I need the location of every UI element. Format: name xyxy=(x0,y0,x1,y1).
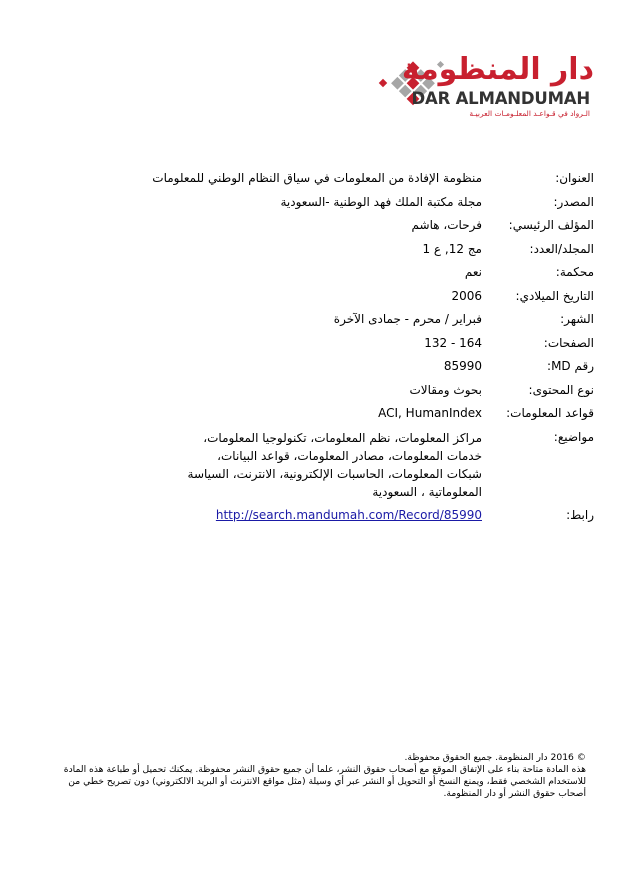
source-row xyxy=(40,194,594,212)
md-number-row xyxy=(40,358,594,376)
logo-latin-name: DAR ALMANDUMAH xyxy=(411,89,590,108)
pages-range: 132 - 164 xyxy=(424,335,482,350)
databases-list: ACI, HumanIndex xyxy=(378,406,482,420)
peer-reviewed-label: محكمة: xyxy=(555,265,594,279)
date-value: 2006 xyxy=(451,288,482,303)
peer-reviewed-value: نعم xyxy=(464,265,482,279)
pages-value xyxy=(182,335,482,353)
link-value-cell xyxy=(182,507,482,525)
content-type-label: نوع المحتوى: xyxy=(528,382,594,397)
usage-notice: هذه المادة متاحة بناء على الإتفاق الموقع مع أصحاب حقوق النشر، علما أن جميع حقوق النشر محفوظة. يمكنك تحميل أو طباعة هذه المادة للاستخدام الشخصي فقط، ويمنع النسخ أو التحويل أو النشر عبر أي وسيلة (مثل مواقع الانترنت أو البريد الالكتروني) دون تصريح خطي من أصحاب حقوق النشر أو دار المنظومة. xyxy=(63,764,586,799)
record-link[interactable]: http://search.mandumah.com/Record/85990 xyxy=(215,507,482,522)
volume-value: مج 12, ع 1 xyxy=(422,241,482,256)
pages-row xyxy=(40,335,594,353)
title-value: منظومة الإفادة من المعلومات في سياق النظام الوطني للمعلومات xyxy=(152,171,482,185)
month-label: الشهر: xyxy=(560,312,594,326)
peer-reviewed-row xyxy=(40,264,594,282)
volume-row xyxy=(40,241,594,259)
title-label: العنوان: xyxy=(555,171,594,185)
title-row xyxy=(40,170,594,188)
logo-arabic-name: دار المنظومة xyxy=(401,52,594,87)
pages-label: الصفحات: xyxy=(543,335,594,350)
logo-tagline: الـرواد في قـواعـد المعلـومـات العربيـة xyxy=(469,109,590,118)
databases-label: قواعد المعلومات: xyxy=(506,406,594,420)
copyright-footer xyxy=(40,752,586,800)
source-value: مجلة مكتبة الملك فهد الوطنية -السعودية xyxy=(280,194,482,209)
content-type-value: بحوث ومقالات xyxy=(409,382,482,397)
source-label: المصدر: xyxy=(553,194,594,209)
subjects-value: مراكز المعلومات، نظم المعلومات، تكنولوجيا المعلومات، خدمات المعلومات، مصادر المعلومات، قواعد البيانات، شبكات المعلومات، الحاسبات الإلكترونية، الانترنت، السياسة المعلوماتية ، السعودية xyxy=(187,430,482,499)
copyright-line: © 2016 دار المنظومة. جميع الحقوق محفوظة. xyxy=(404,752,586,763)
databases-row xyxy=(40,405,594,423)
content-type-row xyxy=(40,382,594,400)
publisher-logo xyxy=(378,52,598,124)
author-label: المؤلف الرئيسي: xyxy=(508,218,594,232)
link-row xyxy=(40,507,594,525)
volume-label: المجلد/العدد: xyxy=(529,241,594,256)
subjects-row xyxy=(40,429,594,501)
date-row xyxy=(40,288,594,306)
md-number-value: 85990 xyxy=(443,359,482,373)
record-metadata xyxy=(40,170,594,530)
subjects-label: مواضيع: xyxy=(553,429,594,444)
md-number-label: رقم MD: xyxy=(547,359,594,373)
databases-value xyxy=(182,405,482,423)
link-label: رابط: xyxy=(566,507,594,522)
month-value: فبراير / محرم - جمادى الآخرة xyxy=(333,312,482,326)
author-value: فرحات، هاشم xyxy=(411,218,482,232)
date-label: التاريخ الميلادي: xyxy=(515,288,594,303)
author-row xyxy=(40,217,594,235)
month-row xyxy=(40,311,594,329)
